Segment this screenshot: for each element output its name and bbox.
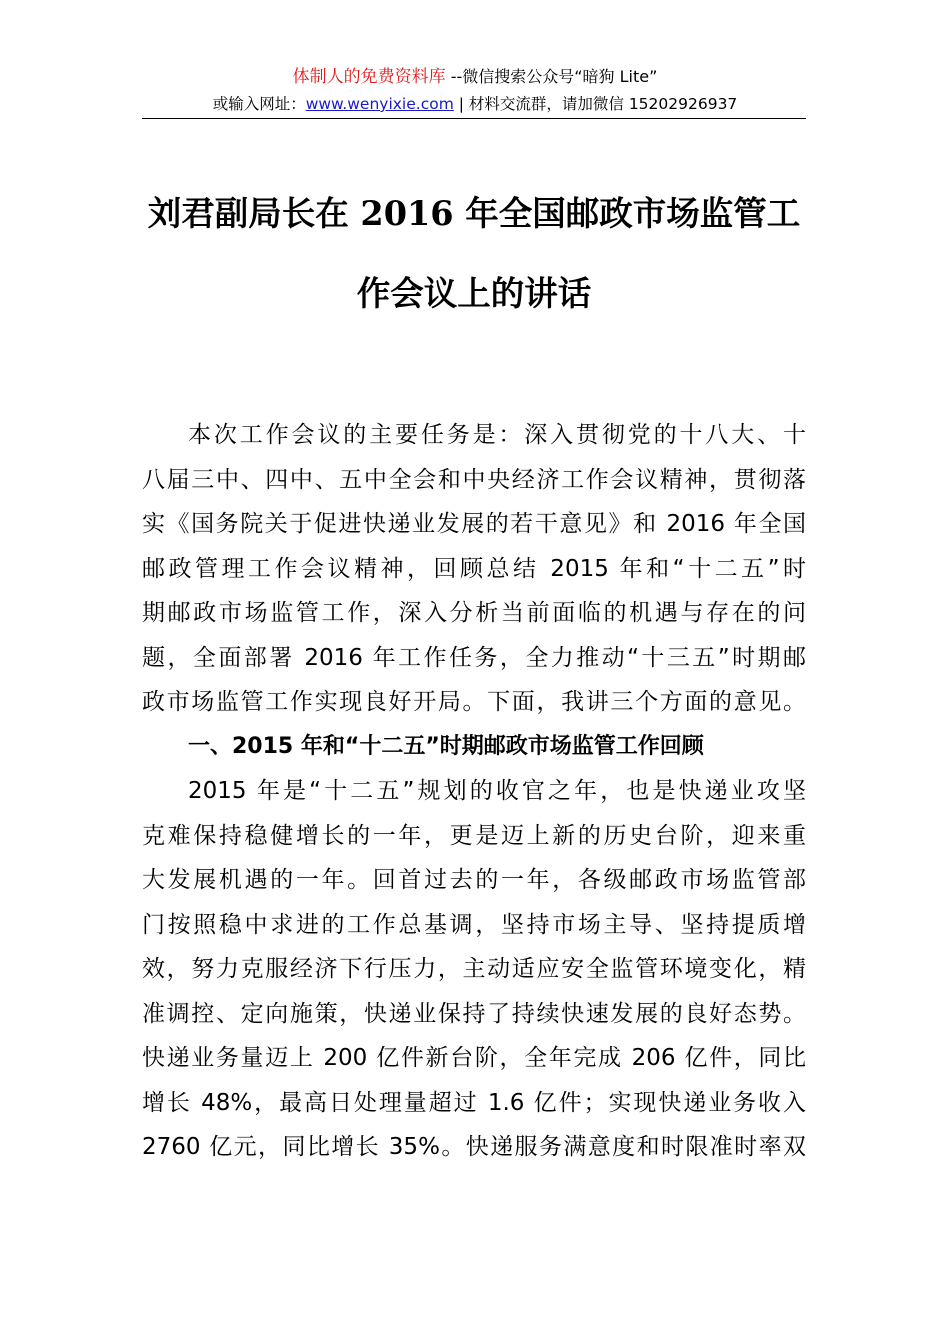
paragraph-line: 增长 48%，最高日处理量超过 1.6 亿件；实现快递业务收入 [142,1089,806,1116]
paragraph-line: 政市场监管工作实现良好开局。下面，我讲三个方面的意见。 [142,689,806,715]
section-heading-1: 一、2015 年和“十二五”时期邮政市场监管工作回顾 [188,733,704,759]
header-line-1 [0,66,950,88]
paragraph-line: 大发展机遇的一年。回首过去的一年，各级邮政市场监管部 [142,867,806,893]
paragraph-line: 准调控、定向施策，快递业保持了持续快速发展的良好态势。 [142,1000,806,1027]
header-line-2 [0,93,950,115]
url-prefix: 或输入网址： [212,95,306,113]
paragraph-line: 八届三中、四中、五中全会和中央经济工作会议精神，贯彻落 [142,466,806,493]
header-divider [142,118,806,119]
paragraph-line: 快递业务量迈上 200 亿件新台阶，全年完成 206 亿件，同比 [142,1045,806,1071]
wechat-note: --微信搜索公众号“暗狗 Lite” [445,67,658,86]
website-link[interactable]: www.wenyixie.com [305,95,454,113]
paragraph-line: 题，全面部署 2016 年工作任务，全力推动“十三五”时期邮 [142,644,806,671]
paragraph-line: 2015 年是“十二五”规划的收官之年，也是快递业攻坚 [188,778,806,804]
document-title-line-1: 刘君副局长在 2016 年全国邮政市场监管工 [147,194,801,233]
paragraph-line: 实《国务院关于促进快递业发展的若干意见》和 2016 年全国 [142,511,806,537]
document-body [142,413,806,1170]
paragraph-line: 2760 亿元，同比增长 35%。快递服务满意度和时限准时率双 [142,1134,806,1160]
paragraph-line: 邮政管理工作会议精神，回顾总结 2015 年和“十二五”时 [142,555,806,582]
paragraph-1 [142,413,806,725]
brand-name: 体制人的免费资料库 [292,67,446,87]
paragraph-2 [142,769,806,1170]
paragraph-line: 期邮政市场监管工作，深入分析当前面临的机遇与存在的问 [142,600,806,626]
paragraph-line: 门按照稳中求进的工作总基调，坚持市场主导、坚持提质增 [142,911,806,938]
paragraph-line: 效，努力克服经济下行压力，主动适应安全监管环境变化，精 [142,956,806,982]
paragraph-line: 克难保持稳健增长的一年，更是迈上新的历史台阶，迎来重 [142,822,806,849]
document-title-line-2: 作会议上的讲话 [356,274,592,313]
paragraph-line: 本次工作会议的主要任务是：深入贯彻党的十八大、十 [188,422,806,448]
contact-note: | 材料交流群，请加微信 15202926937 [453,95,738,113]
